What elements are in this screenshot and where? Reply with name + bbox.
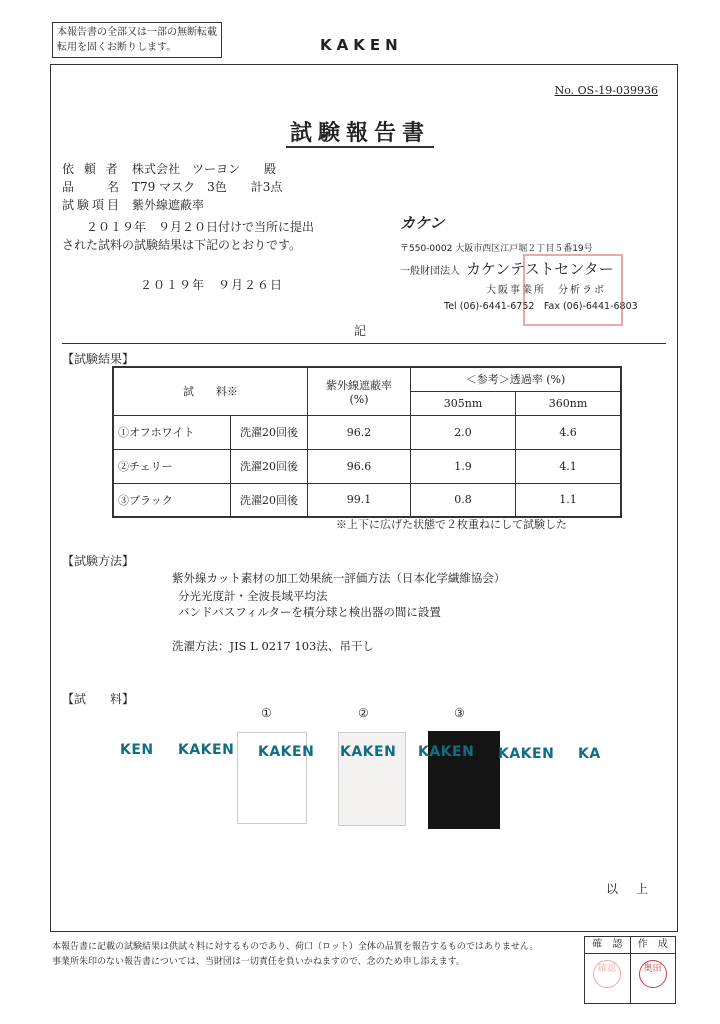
col-360: 360nm (516, 391, 622, 415)
end-mark: 以上 (606, 882, 667, 896)
reproduction-notice: 本報告書の全部又は一部の無断転載転用を固くお断りします。 (52, 22, 222, 58)
kaken-label: KAKEN (258, 744, 315, 760)
field-test-item (62, 196, 204, 213)
t305-cell: 2.0 (411, 415, 516, 449)
sample-cell: ②チェリー (113, 449, 231, 483)
kaken-label: KA (578, 746, 601, 762)
sample-number: ① (261, 706, 272, 720)
kaken-label: KEN (120, 742, 154, 758)
sample-number: ② (358, 706, 369, 720)
t305-cell: 1.9 (411, 449, 516, 483)
col-305: 305nm (411, 391, 516, 415)
author-stamp: 奥田 (639, 960, 667, 988)
samples-heading: 【試 料】 (62, 692, 135, 706)
field-product (62, 178, 282, 195)
condition-cell: 洗濯20回後 (231, 483, 308, 517)
document-number: No. OS-19-039936 (554, 84, 658, 97)
field-key: 品 名 (62, 180, 123, 194)
kaken-label: KAKEN (340, 744, 397, 760)
lab-logo: カケン (400, 214, 445, 232)
document-title (0, 116, 720, 147)
col-sample: 試 料※ (113, 367, 308, 415)
condition-cell: 洗濯20回後 (231, 449, 308, 483)
t360-cell: 4.1 (516, 449, 622, 483)
confirm-stamp: 確認 (593, 960, 621, 988)
field-value: 紫外線遮蔽率 (132, 198, 205, 212)
field-key: 依 頼 者 (62, 162, 121, 176)
field-value: T79 マスク 3色 計3点 (132, 180, 283, 194)
footer-line: 本報告書に記載の試験結果は供試々料に対するものであり、荷口（ロット）全体の品質を報告するものではありません。 (52, 942, 539, 952)
intro-text (62, 218, 362, 254)
t360-cell: 1.1 (516, 483, 622, 517)
results-note: ※上下に広げた状態で２枚重ねにして試験した (336, 518, 567, 531)
uv-cell: 99.1 (308, 483, 411, 517)
stamp-header-confirm: 確 認 (585, 937, 631, 953)
kaken-label: KAKEN (178, 742, 235, 758)
intro-line: ２０１９年 ９月２０日付けで当所に提出 (86, 220, 315, 234)
col-uv-unit: (%) (349, 392, 369, 406)
issue-date: ２０１９年 ９月２６日 (140, 278, 284, 292)
field-value: 株式会社 ツーヨン 殿 (132, 162, 277, 176)
intro-line: された試料の試験結果は下記のとおりです。 (62, 238, 302, 252)
office-seal (523, 254, 623, 326)
method-heading: 【試験方法】 (62, 554, 135, 568)
uv-cell: 96.2 (308, 415, 411, 449)
results-heading: 【試験結果】 (62, 352, 135, 366)
table-row (113, 483, 621, 517)
sample-number: ③ (454, 706, 465, 720)
divider (62, 343, 666, 344)
results-table (112, 366, 622, 518)
footer-notes (52, 940, 592, 970)
stamp-header-prepared: 作 成 (637, 939, 668, 950)
table-row (113, 415, 621, 449)
footer-line: 事業所朱印のない報告書については、当財団は一切責任を負いかねますので、念のため申し添えます。 (52, 957, 465, 967)
lab-office: 大阪事業所 分析ラボ (486, 285, 606, 296)
title-text: 試験報告書 (286, 120, 434, 148)
field-key: 試験項目 (62, 198, 123, 212)
lab-tel: Tel (06)-6441-6752 Fax (06)-6441-6803 (444, 301, 638, 312)
condition-cell: 洗濯20回後 (231, 415, 308, 449)
sample-cell: ①オフホワイト (113, 415, 231, 449)
uv-cell: 96.6 (308, 449, 411, 483)
method-line: 分光光度計・全波長域平均法 (178, 589, 328, 603)
wash-method: 洗濯方法：JIS L 0217 103法、吊干し (172, 639, 374, 653)
col-ref: ＜参考＞透過率 (%) (411, 367, 622, 391)
t360-cell: 4.6 (516, 415, 622, 449)
col-uv (308, 367, 411, 415)
approval-stamps (584, 936, 676, 1004)
sample-cell: ③ブラック (113, 483, 231, 517)
lab-name-text: カケンテストセンター (466, 260, 614, 278)
method-line: バンドパスフィルターを積分球と検出器の間に設置 (178, 605, 441, 619)
lab-org-type: 一般財団法人 (400, 266, 460, 277)
t305-cell: 0.8 (411, 483, 516, 517)
field-client (62, 160, 276, 177)
ki-mark: 記 (353, 324, 366, 338)
header-brand: KAKEN (320, 36, 403, 54)
kaken-label: KAKEN (418, 744, 475, 760)
table-row (113, 449, 621, 483)
kaken-label: KAKEN (498, 746, 555, 762)
method-line: 紫外線カット素材の加工効果統一評価方法（日本化学繊維協会） (172, 571, 506, 585)
lab-address: 〒550-0002 大阪市西区江戸堀２丁目５番19号 (400, 244, 593, 254)
col-uv-label: 紫外線遮蔽率 (326, 378, 392, 392)
